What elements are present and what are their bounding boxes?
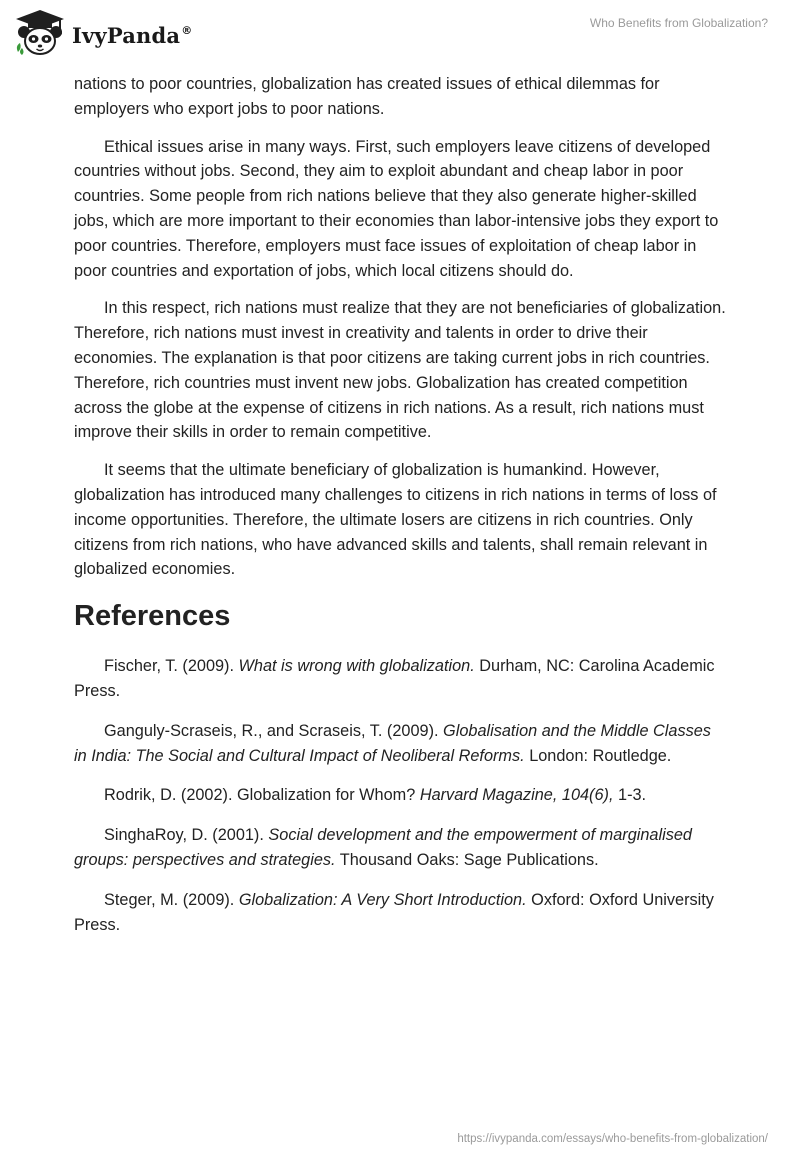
reference-author: SinghaRoy, D. (2001). [104,826,269,845]
reference-item [74,719,728,769]
reference-author: Ganguly-Scraseis, R., and Scraseis, T. (2009). [104,721,444,740]
footer-source-url[interactable]: https://ivypanda.com/essays/who-benefits-from-globalization/ [457,1133,768,1145]
reference-item [74,654,728,704]
reference-publisher: Oxford: Oxford University Press. [74,890,714,934]
body-paragraph-2: Ethical issues arise in many ways. First, such employers leave citizens of developed countries without jobs. Second, they aim to exploit abundant and cheap labor in poor countries. Some people from rich nations believe that they also generate higher-skilled jobs, which are more important to their economies than labor-intensive jobs they export to poor countries. Therefore, employers must face issues of exploitation of cheap labor in poor countries and exportation of jobs, which local citizens should do. [74,137,719,280]
reference-publisher: London: Routledge. [524,746,672,765]
body-paragraph-3: In this respect, rich nations must realize that they are not beneficiaries of globalization. Therefore, rich nations must invest in creativity and talents in order to drive their economies. The explanation is that poor citizens are taking current jobs in rich countries. Therefore, rich countries must invent new jobs. Globalization has created competition across the globe at the expense of citizens in rich nations. As a result, rich nations must improve their skills in order to remain competitive. [74,299,726,442]
essay-content [74,72,728,952]
reference-title: Social development and the empowerment of marginalised groups: perspectives and strategies. [74,826,692,869]
brand-name: IvyPanda® [72,22,193,48]
reference-item [74,783,728,808]
reference-item [74,888,728,938]
ivypanda-logo[interactable] [14,8,192,58]
reference-title: What is wrong with globalization. [238,657,475,676]
body-paragraph-1: nations to poor countries, globalization has created issues of ethical dilemmas for employers who export jobs to poor nations. [74,75,660,118]
reference-author: Rodrik, D. (2002). Globalization for Whom? [104,786,420,805]
body-paragraph-4: It seems that the ultimate beneficiary of globalization is humankind. However, globalization has introduced many challenges to citizens in rich nations in terms of loss of income opportunities. Therefore, the ultimate losers are citizens in rich countries. Only citizens from rich nations, who have advanced skills and talents, shall remain relevant in globalized economies. [74,461,717,579]
panda-graduate-icon [14,8,66,58]
document-title: Who Benefits from Globalization? [589,16,768,30]
registered-mark: ® [181,23,193,37]
references-heading: References [74,600,231,633]
reference-item [74,823,728,873]
reference-title: Globalization: A Very Short Introduction. [238,890,527,909]
reference-author: Fischer, T. (2009). [104,657,239,676]
reference-title: Harvard Magazine, 104(6), [419,786,614,805]
reference-publisher: Durham, NC: Carolina Academic Press. [74,657,715,700]
page-header [0,0,800,70]
reference-publisher: Thousand Oaks: Sage Publications. [335,850,599,869]
reference-title: Globalisation and the Middle Classes in India: The Social and Cultural Impact of Neoliberal Reforms. [74,721,711,765]
reference-publisher: 1-3. [613,786,647,805]
reference-author: Steger, M. (2009). [104,890,239,909]
